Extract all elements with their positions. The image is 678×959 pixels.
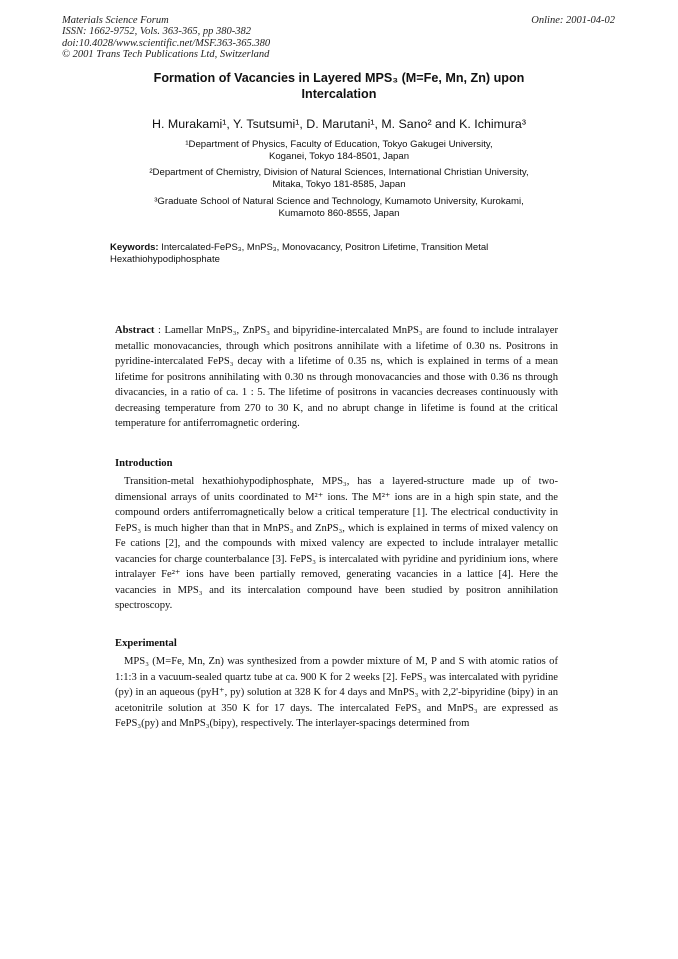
abstract-label: Abstract — [115, 325, 155, 336]
paper-title — [70, 71, 608, 102]
affiliation-1-line-1: ¹Department of Physics, Faculty of Education, Tokyo Gakugei University, — [185, 139, 493, 150]
keywords — [110, 242, 566, 265]
journal-name: Materials Science Forum — [62, 15, 169, 26]
affiliation-1-line-2: Koganei, Tokyo 184-8501, Japan — [268, 151, 410, 163]
title-line-2: Intercalation — [301, 86, 377, 101]
copyright-line: © 2001 Trans Tech Publications Ltd, Switzerland — [62, 49, 270, 61]
doi-line[interactable]: doi:10.4028/www.scientific.net/MSF.363-365.380 — [62, 37, 271, 49]
online-date: Online: 2001-04-02 — [531, 15, 615, 26]
title-line-1: Formation of Vacancies in Layered MPS₃ (M=Fe, Mn, Zn) upon — [153, 71, 525, 85]
journal-header — [62, 15, 270, 61]
affiliation-3-line-1: ³Graduate School of Natural Science and Technology, Kumamoto University, Kurokami, — [154, 196, 524, 207]
experimental-heading: Experimental — [115, 638, 177, 649]
affiliation-2 — [60, 167, 618, 191]
introduction-heading: Introduction — [115, 458, 173, 469]
experimental-text: MPS₃ (M=Fe, Mn, Zn) was synthesized from a powder mixture of M, P and S with atomic ratios of 1:1:3 in a vacuum-sealed quartz tube at ca. 900 K for 2 weeks [2]. FePS₃ was intercalated with pyridine (py) in an aqueous (pyH⁺, py) solution at 328 K for 4 days and MnPS₃ with 2,2'-bipyridine (bipy) in an acetonitrile solution at 350 K for 17 days. The intercalated FePS₃ and MnPS₃ are expressed as FePS₃(py) and MnPS₃(bipy), respectively. The interlayer-spacings determined from — [115, 656, 558, 729]
keywords-label: Keywords: — [110, 242, 159, 253]
abstract — [115, 323, 558, 432]
affiliation-3-line-2: Kumamoto 860-8555, Japan — [278, 208, 400, 220]
affiliation-2-line-2: Mitaka, Tokyo 181-8585, Japan — [272, 179, 406, 191]
affiliation-3 — [60, 196, 618, 220]
affiliation-1 — [60, 139, 618, 163]
abstract-text: : Lamellar MnPS₃, ZnPS₃ and bipyridine-intercalated MnPS₃ are found to include intralayer metallic monovacancies, through which positrons annihilate with a lifetime of 0.30 ns. Positrons in pyridine-intercalated FePS₃ decay with a lifetime of 0.35 ns, which is explained in terms of a mean lifetime for positrons annihilating with 0.30 ns through monovacancies and those with 0.36 ns through divacancies, in a ratio of ca. 1 : 5. The lifetime of positrons in vacancies decreases continuously with decreasing temperature from 270 to 30 K, and no abrupt change in lifetime is found at the critical temperature for antiferromagnetic ordering. — [115, 325, 558, 429]
affiliation-2-line-1: ²Department of Chemistry, Division of Natural Sciences, International Christian University, — [149, 167, 529, 178]
introduction-text: Transition-metal hexathiohypodiphosphate, MPS₃, has a layered-structure made up of two-dimensional arrays of units coordinated to M²⁺ ions. The M²⁺ ions are in a high spin state, and the compound orders antiferromagnetically below a critical temperature [1]. The electrical conductivity in FePS₃ is much higher than that in MnPS₃ and ZnPS₃, which is explained in terms of mixed valency on Fe cations [2], and the compounds with mixed valency are expected to include intralayer metallic vacancies for charge counterbalance [3]. FePS₃ is intercalated with pyridine and pyridinium ions, where intralayer Fe²⁺ ions have been partially removed, generating vacancies in a lattice [4]. Here the vacancies in MPS₃ and its intercalation compound have been studied by positron annihilation spectroscopy. — [115, 476, 558, 611]
keywords-text: Intercalated-FePS₃, MnPS₃, Monovacancy, Positron Lifetime, Transition Metal Hexathiohypodiphosphate — [110, 242, 489, 265]
author-list: H. Murakami¹, Y. Tsutsumi¹, D. Marutani¹, M. Sano² and K. Ichimura³ — [152, 117, 526, 131]
issn-line: ISSN: 1662-9752, Vols. 363-365, pp 380-382 — [62, 26, 251, 38]
